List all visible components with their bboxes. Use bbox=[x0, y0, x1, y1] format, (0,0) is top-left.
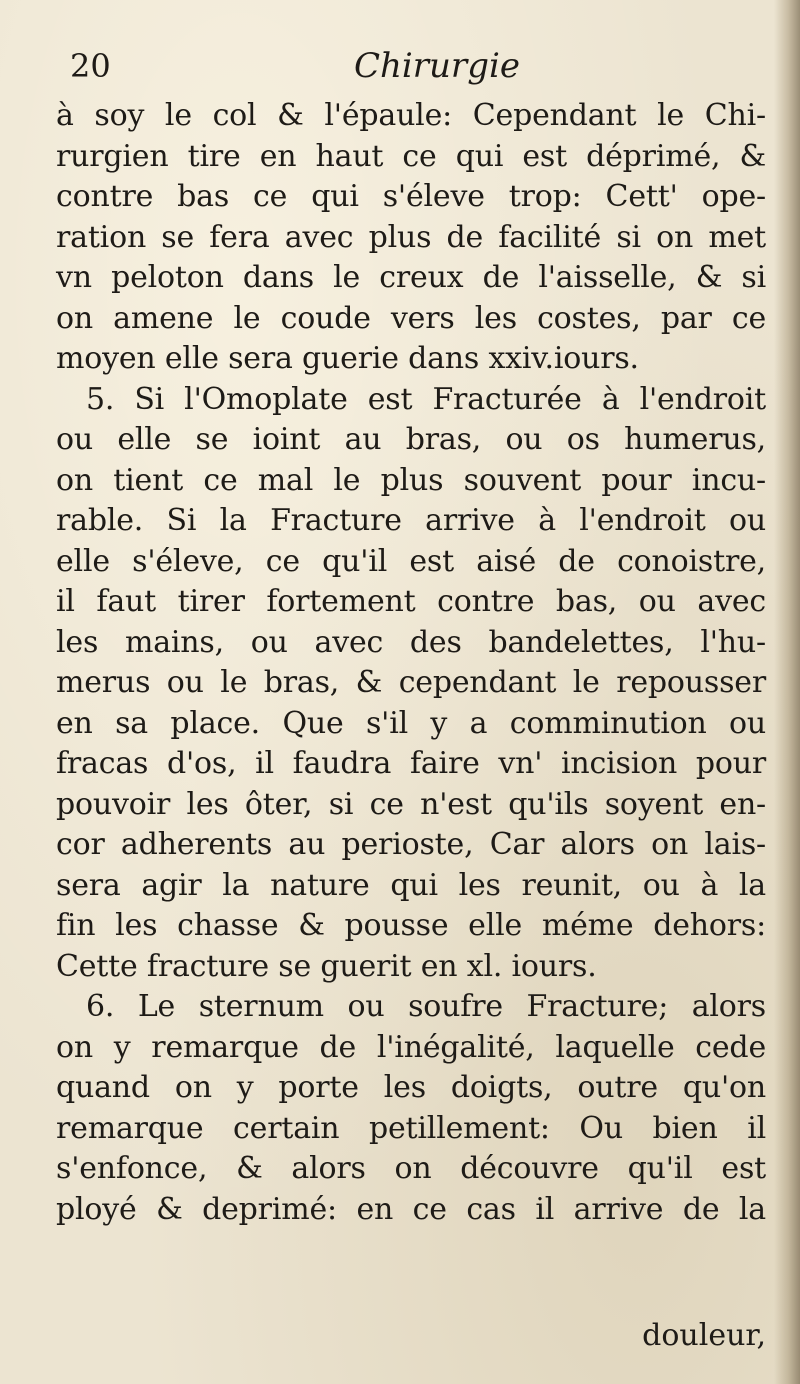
page-edge-shadow bbox=[774, 0, 800, 1384]
text-line: sera agir la nature qui les reunit, ou à la bbox=[56, 867, 766, 903]
text-line: vn peloton dans le creux de l'aisselle, & si bbox=[56, 260, 766, 295]
text-line: cor adherents au perioste, Car alors on lais- bbox=[56, 827, 766, 862]
text-line: 6. Le sternum ou soufre Fracture; alors bbox=[86, 989, 766, 1024]
text-line: ployé & deprimé: en ce cas il arrive de la bbox=[56, 1191, 766, 1227]
page-number: 20 bbox=[70, 47, 111, 85]
text-line: contre bas ce qui s'éleve trop: Cett' ope- bbox=[56, 179, 766, 214]
text-line: merus ou le bras, & cependant le repousser bbox=[56, 665, 766, 700]
text-line: s'enfonce, & alors on découvre qu'il est bbox=[56, 1151, 766, 1186]
text-line: ration se fera avec plus de facilité si on met bbox=[56, 219, 766, 255]
text-line: on amene le coude vers les costes, par ce bbox=[56, 300, 766, 336]
text-line: remarque certain petillement: Ou bien il bbox=[56, 1110, 766, 1146]
text-line: moyen elle sera guerie dans xxiv.iours. bbox=[56, 341, 639, 376]
text-line: il faut tirer fortement contre bas, ou avec bbox=[56, 584, 766, 619]
text-line: fracas d'os, il faudra faire vn' incision pour bbox=[56, 746, 766, 781]
text-line: fin les chasse & pousse elle méme dehors: bbox=[56, 908, 766, 943]
text-line: rurgien tire en haut ce qui est déprimé, & bbox=[56, 138, 766, 174]
text-line: les mains, ou avec des bandelettes, l'hu- bbox=[56, 624, 766, 660]
catchword: douleur, bbox=[642, 1318, 766, 1353]
text-line: on y remarque de l'inégalité, laquelle cede bbox=[56, 1029, 766, 1065]
text-line: elle s'éleve, ce qu'il est aisé de conoistre, bbox=[56, 543, 766, 579]
text-line: Cette fracture se guerit en xl. iours. bbox=[56, 948, 597, 984]
text-line: en sa place. Que s'il y a comminution ou bbox=[56, 705, 766, 741]
text-line: ou elle se ioint au bras, ou os humerus, bbox=[56, 422, 766, 457]
running-title: Chirurgie bbox=[354, 46, 520, 86]
page-header bbox=[70, 46, 750, 96]
text-line: 5. Si l'Omoplate est Fracturée à l'endroit bbox=[86, 381, 766, 417]
body-text bbox=[56, 96, 766, 1230]
text-line: pouvoir les ôter, si ce n'est qu'ils soyent en- bbox=[56, 786, 766, 822]
text-line: rable. Si la Fracture arrive à l'endroit ou bbox=[56, 503, 766, 538]
text-line: quand on y porte les doigts, outre qu'on bbox=[56, 1070, 766, 1105]
text-line: on tient ce mal le plus souvent pour incu- bbox=[56, 462, 766, 498]
text-line: à soy le col & l'épaule: Cependant le Chi- bbox=[56, 98, 766, 133]
